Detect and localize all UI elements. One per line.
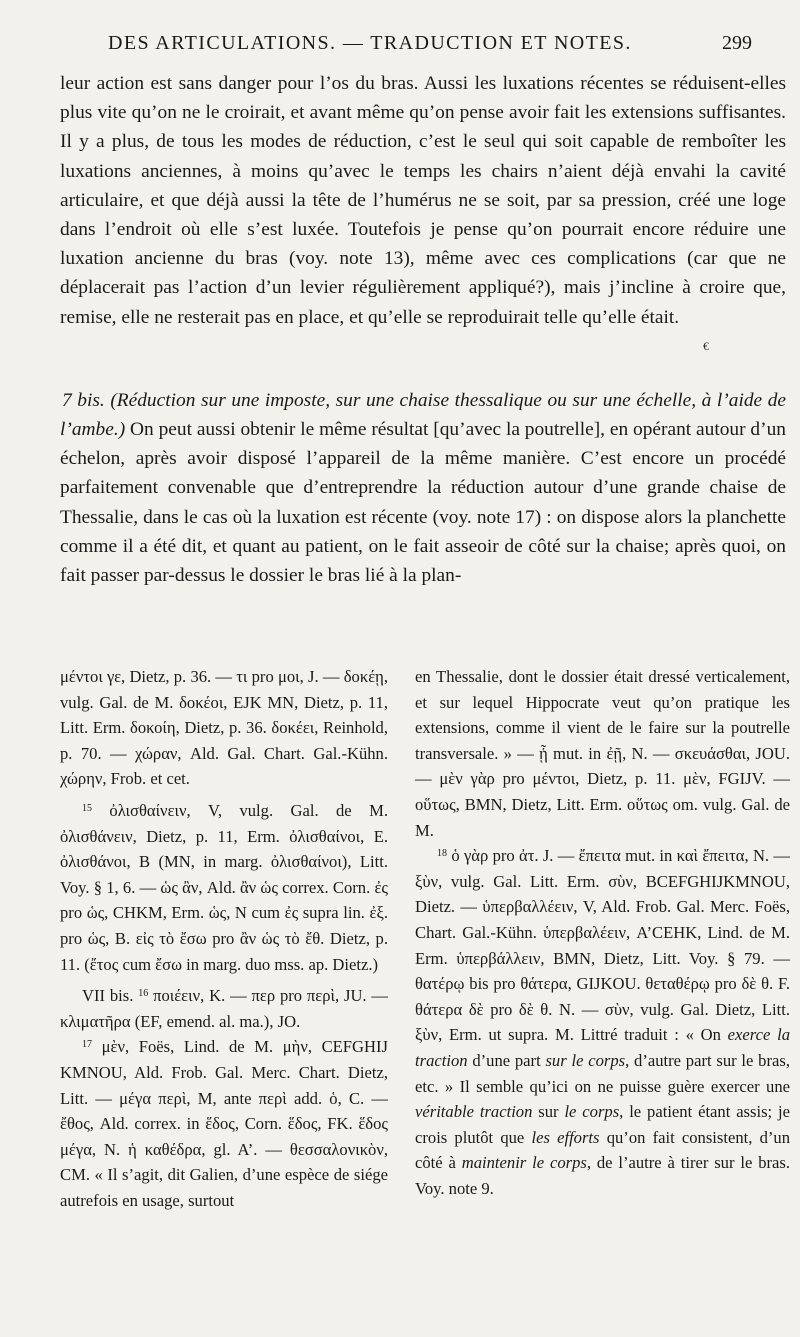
footnote-italic: maintenir le corps (461, 1153, 587, 1173)
footnote-text: ὀλισθαίνειν, V, vulg. Gal. de M. ὀλισθάνειν, Dietz, p. 11, Erm. ὀλισθαίνοι, E. ὀλισθάνοι, B (MN, in marg. ὀλισθαίνοι), Litt. Voy. § 1, 6. — ὡς ἂν, Ald. ἂν ὡς correx. Corn. ἐς pro ὡς, CHKM, Erm. ὡς, N cum ἐς supra lin. ἐξ. pro ὡς, B. εἰς τὸ ἔσω pro ἂν ὡς τὸ ἔθ. Dietz, p. 11. (ἔτος cum ἔσω in marg. duo mss. ap. Dietz.) (60, 800, 388, 974)
footnote-italic: véritable traction (415, 1102, 533, 1122)
paragraph-7bis (60, 386, 786, 590)
footnote-number: 16 (138, 988, 149, 1000)
footnote-text: ποιέειν, K. — περ pro περὶ, JU. — κλιματῆρα (EF, emend. al. ma.), JO. (60, 986, 389, 1031)
paragraph-7bis-body: On peut aussi obtenir le même résultat [qu’avec la poutrelle], en opérant autour d’un échelon, après avoir disposé l’appareil de la même manière. C’est encore un procédé parfaitement convenable que d’entreprendre la réduction autour d’une grande chaise de Thessalie, dans le cas où la luxation est récente (voy. note 17) : on dispose alors la planchette comme il a été dit, et quant au patient, on le fait asseoir de côté sur la chaise; après quoi, on fait passer par-dessus le dossier le bras lié à la plan- (60, 419, 786, 587)
footnote-text: qu’on fait consistent, d’un côté à (415, 1127, 790, 1173)
footnote-number: 17 (82, 1039, 92, 1051)
footnote-text: μὲν, Foës, Lind. de M. μὴν, CEFGHIJ KMNOU, Ald. Frob. Gal. Merc. Chart. Dietz, Litt. — μέγα περὶ, M, ante περὶ add. ὁ, C. — ἔθος, Ald. correx. in ἕδος, Corn. ἕδος, FK. ἕδος μέγα, N. ἡ καθέδρα, gl. A’. — θεσσαλονικὸν, CM. « Il s’agit, dit Galien, d’une espèce de siége autrefois en usage, surtout (60, 1037, 388, 1210)
footnote-text: sur (538, 1102, 559, 1122)
footnote-18 (415, 843, 790, 1201)
footnote-italic: exerce la traction (415, 1025, 790, 1070)
footnote-15 (60, 798, 388, 977)
footnote-column-right (415, 664, 790, 1201)
footnote-number: 15 (82, 802, 92, 814)
footnote-italic: les efforts (531, 1127, 600, 1147)
footnote-17-continued: en Thessalie, dont le dossier était dressé verticalement, et sur lequel Hippocrate veut qu’on pratique les extensions, comme il vient de le faire sur la poutrelle transversale. » — ᾗ mut. in ἐῇ, N. — σκευάσθαι, JOU. — μὲν γὰρ pro μέντοι, Dietz, p. 11. μὲν, FGIJV. — οὕτως, BMN, Dietz, Litt. Erm. οὕτως om. vulg. Gal. de M. (415, 667, 790, 840)
footnote-text: d’une part (472, 1050, 541, 1070)
footnote-italic: le corps (564, 1102, 620, 1122)
main-text (60, 69, 786, 590)
footnote-16 (60, 983, 388, 1034)
footnote-number: 18 (437, 848, 447, 860)
section-number: 7 bis. (62, 389, 105, 411)
section-ref: VII bis. (82, 986, 134, 1006)
footnote-17 (60, 1034, 388, 1213)
running-head: DES ARTICULATIONS. — TRADUCTION ET NOTES. (108, 32, 632, 54)
section-title: (Réduction sur une imposte, sur une chaise thessalique ou sur une échelle, à l’aide de l’ambe.) (60, 389, 786, 441)
footnote-text: , d’autre part sur le bras, etc. » Il semble qu’ici on ne puisse guère exercer une (415, 1050, 790, 1096)
page-number: 299 (722, 32, 752, 54)
footnote-italic: sur le corps (545, 1050, 626, 1070)
footnote-text: ὁ γὰρ pro ἀτ. J. — ἔπειτα mut. in καὶ ἔπειτα, N. — ξὺν, vulg. Gal. Litt. Erm. σὺν, BCEFGHIJKMNOU, Dietz. — ὑπερβαλλέειν, V, Ald. Frob. Gal. Merc. Foës, Chart. Gal.-Kühn. ὑπερβαλέειν, A’CEHK, Lind. de M. Erm. ὑπερβάλλειν, BMN, Dietz, Litt. Voy. § 79. — θατέρῳ bis pro θάτερα, GIJKOU. θεταθέρῳ pro δὲ θ. F. θάτερα δὲ pro δὲ θ. N. — σὺν, vulg. Gal. Dietz, Litt. ξὺν, Erm. ut supra. M. Littré traduit : « On (415, 846, 790, 1045)
footnote-column-left (60, 664, 388, 1213)
page-header (60, 30, 760, 60)
footnote-continued: μέντοι γε, Dietz, p. 36. — τι pro μοι, J. — δοκέῃ, vulg. Gal. de M. δοκέοι, EJK MN, Dietz, p. 11, Litt. Erm. δοκοίη, Dietz, p. 36. δοκέει, Reinhold, p. 70. — χώραν, Ald. Gal. Chart. Gal.-Kühn. χώρην, Frob. et cet. (60, 667, 388, 789)
paragraph-1: leur action est sans danger pour l’os du bras. Aussi les luxations récentes se réduisent-elles plus vite qu’on ne le croirait, et avant même qu’on pense avoir fait les extensions suffisantes. Il y a plus, de tous les modes de réduction, c’est le seul qui soit capable de remboîter les luxations anciennes, à moins qu’avec le temps les chairs n’aient déjà envahi la cavité articulaire, et que déjà aussi la tête de l’humérus ne se soit, par sa pression, créé une loge dans l’endroit où elle s’est luxée. Toutefois je pense qu’on pourrait encore réduire une luxation ancienne du bras (voy. note 13), même avec ces complications (car que ne déplacerait pas l’action d’un levier régulièrement appliqué?), mais j’incline à croire que, remise, elle ne resterait pas en place, et qu’elle se reproduirait telle qu’elle était. (60, 73, 786, 328)
margin-mark: € (703, 339, 709, 353)
footnote-text: , de l’autre à tirer sur le bras. Voy. note 9. (415, 1153, 790, 1198)
footnote-text: , le patient étant assis; je crois plutôt que (415, 1102, 791, 1147)
